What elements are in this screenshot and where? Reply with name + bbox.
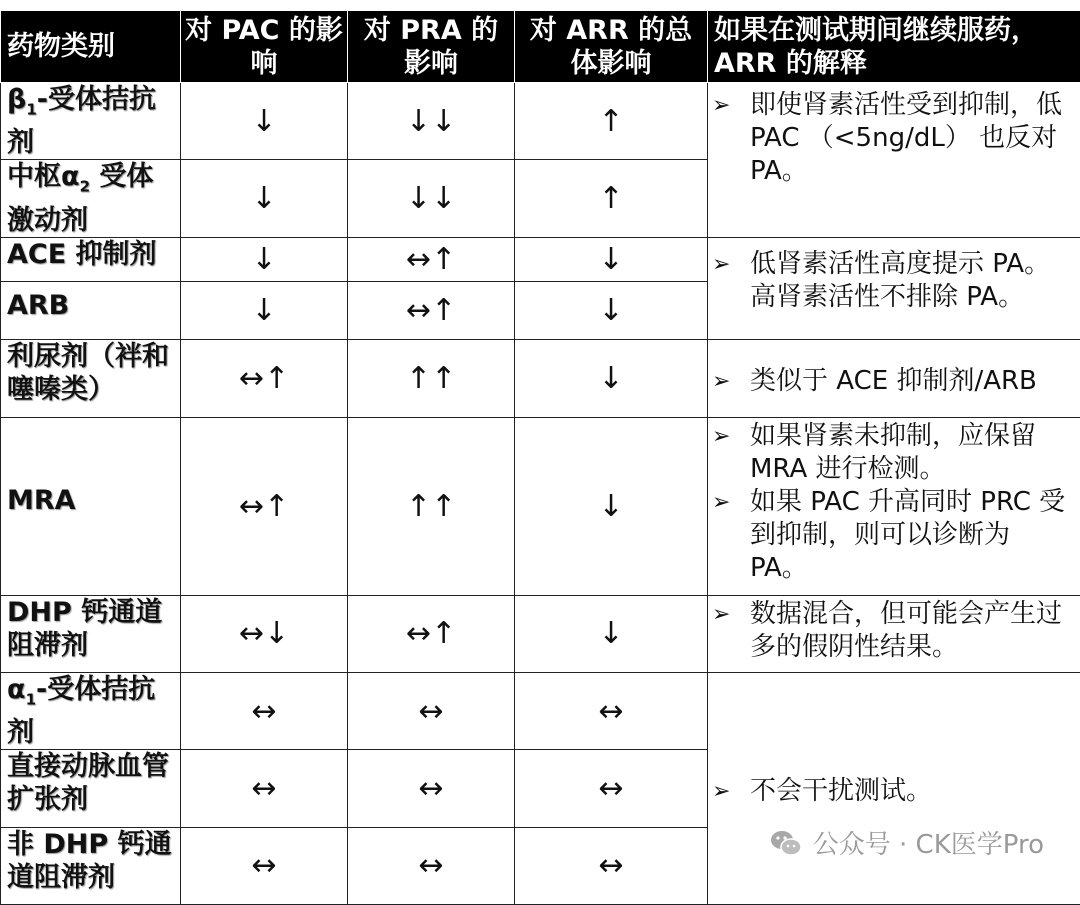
arr-effect: ↔ <box>515 672 708 749</box>
pra-effect: ↔ <box>348 672 515 749</box>
bullet-arrow-icon: ➢ <box>712 486 750 519</box>
pra-effect: ↑↑ <box>348 340 515 417</box>
table-row <box>1 340 1080 417</box>
bullet-arrow-icon: ➢ <box>712 598 750 631</box>
bullet-arrow-icon: ➢ <box>712 365 750 398</box>
drug-class-cell: 利尿剂（袢和噻嗪类） <box>1 340 181 417</box>
drug-class-cell: $\beta_1-$受体拮抗剂 <box>1 83 181 160</box>
pac-effect: ↓ <box>181 237 348 281</box>
header-interpretation: 如果在测试期间继续服药，ARR 的解释 <box>708 11 1080 83</box>
pra-effect: ↑↑ <box>348 417 515 595</box>
arr-effect: ↔ <box>515 750 708 827</box>
pac-effect: ↔↑ <box>181 340 348 417</box>
arr-effect: ↑ <box>515 160 708 237</box>
drug-class-cell: 非 DHP 钙通道阻滞剂 <box>1 827 181 904</box>
arr-effect: ↓ <box>515 595 708 672</box>
arr-effect: ↓ <box>515 417 708 595</box>
pac-effect: ↔ <box>181 750 348 827</box>
header-arr: 对 ARR 的总体影响 <box>515 11 708 83</box>
header-drug-class: 药物类别 <box>1 11 181 83</box>
table-row <box>1 672 1080 749</box>
pra-effect: ↔↑ <box>348 595 515 672</box>
pac-effect: ↔ <box>181 827 348 904</box>
pra-effect: ↓↓ <box>348 160 515 237</box>
interpretation-cell: ➢ 低肾素活性高度提示 PA。高肾素活性不排除 PA。 <box>708 237 1080 339</box>
bullet-arrow-icon: ➢ <box>712 420 750 453</box>
pac-effect: ↓ <box>181 282 348 340</box>
pac-effect: ↓ <box>181 160 348 237</box>
wechat-icon <box>769 826 803 860</box>
drug-class-cell: 直接动脉血管扩张剂 <box>1 750 181 827</box>
drug-class-cell: $\alpha_1-$受体拮抗剂 <box>1 672 181 749</box>
interpretation-cell: ➢ 即使肾素活性受到抑制，低 PAC （<5ng/dL） 也反对 PA。 <box>708 83 1080 238</box>
arr-effect: ↑ <box>515 83 708 160</box>
interpretation-cell: ➢ 不会干扰测试。 <box>708 672 1080 904</box>
arr-effect: ↔ <box>515 827 708 904</box>
header-pra: 对 PRA 的影响 <box>348 11 515 83</box>
pra-effect: ↔ <box>348 750 515 827</box>
pac-effect: ↓ <box>181 83 348 160</box>
pac-effect: ↔ <box>181 672 348 749</box>
interpretation-cell: ➢ 数据混合，但可能会产生过多的假阴性结果。 <box>708 595 1080 672</box>
drug-effects-table <box>0 10 1080 905</box>
pra-effect: ↓↓ <box>348 83 515 160</box>
interpretation-cell: ➢ 类似于 ACE 抑制剂/ARB <box>708 340 1080 417</box>
arr-effect: ↓ <box>515 340 708 417</box>
arr-effect: ↓ <box>515 282 708 340</box>
bullet-arrow-icon: ➢ <box>712 89 750 122</box>
pra-effect: ↔↑ <box>348 282 515 340</box>
pra-effect: ↔ <box>348 827 515 904</box>
drug-class-cell: MRA <box>1 417 181 595</box>
pac-effect: ↔↑ <box>181 417 348 595</box>
table-row <box>1 417 1080 595</box>
drug-class-cell: ACE 抑制剂 <box>1 237 181 281</box>
watermark <box>769 824 1044 861</box>
watermark-text: 公众号 · CK医学Pro <box>813 824 1044 861</box>
header-pac: 对 PAC 的影响 <box>181 11 348 83</box>
arr-effect: ↓ <box>515 237 708 281</box>
drug-class-cell: ARB <box>1 282 181 340</box>
drug-class-cell: DHP 钙通道阻滞剂 <box>1 595 181 672</box>
drug-class-cell: 中枢$\alpha_2$ 受体激动剂 <box>1 160 181 237</box>
pac-effect: ↔↓ <box>181 595 348 672</box>
pra-effect: ↔↑ <box>348 237 515 281</box>
bullet-arrow-icon: ➢ <box>712 775 750 808</box>
table-row <box>1 237 1080 281</box>
table-row <box>1 595 1080 672</box>
bullet-arrow-icon: ➢ <box>712 248 750 281</box>
table-row <box>1 83 1080 160</box>
interpretation-cell: ➢ 如果肾素未抑制，应保留 MRA 进行检测。 ➢ 如果 PAC 升高同时 PRC 受到抑制，则可以诊断为 PA。 <box>708 417 1080 595</box>
